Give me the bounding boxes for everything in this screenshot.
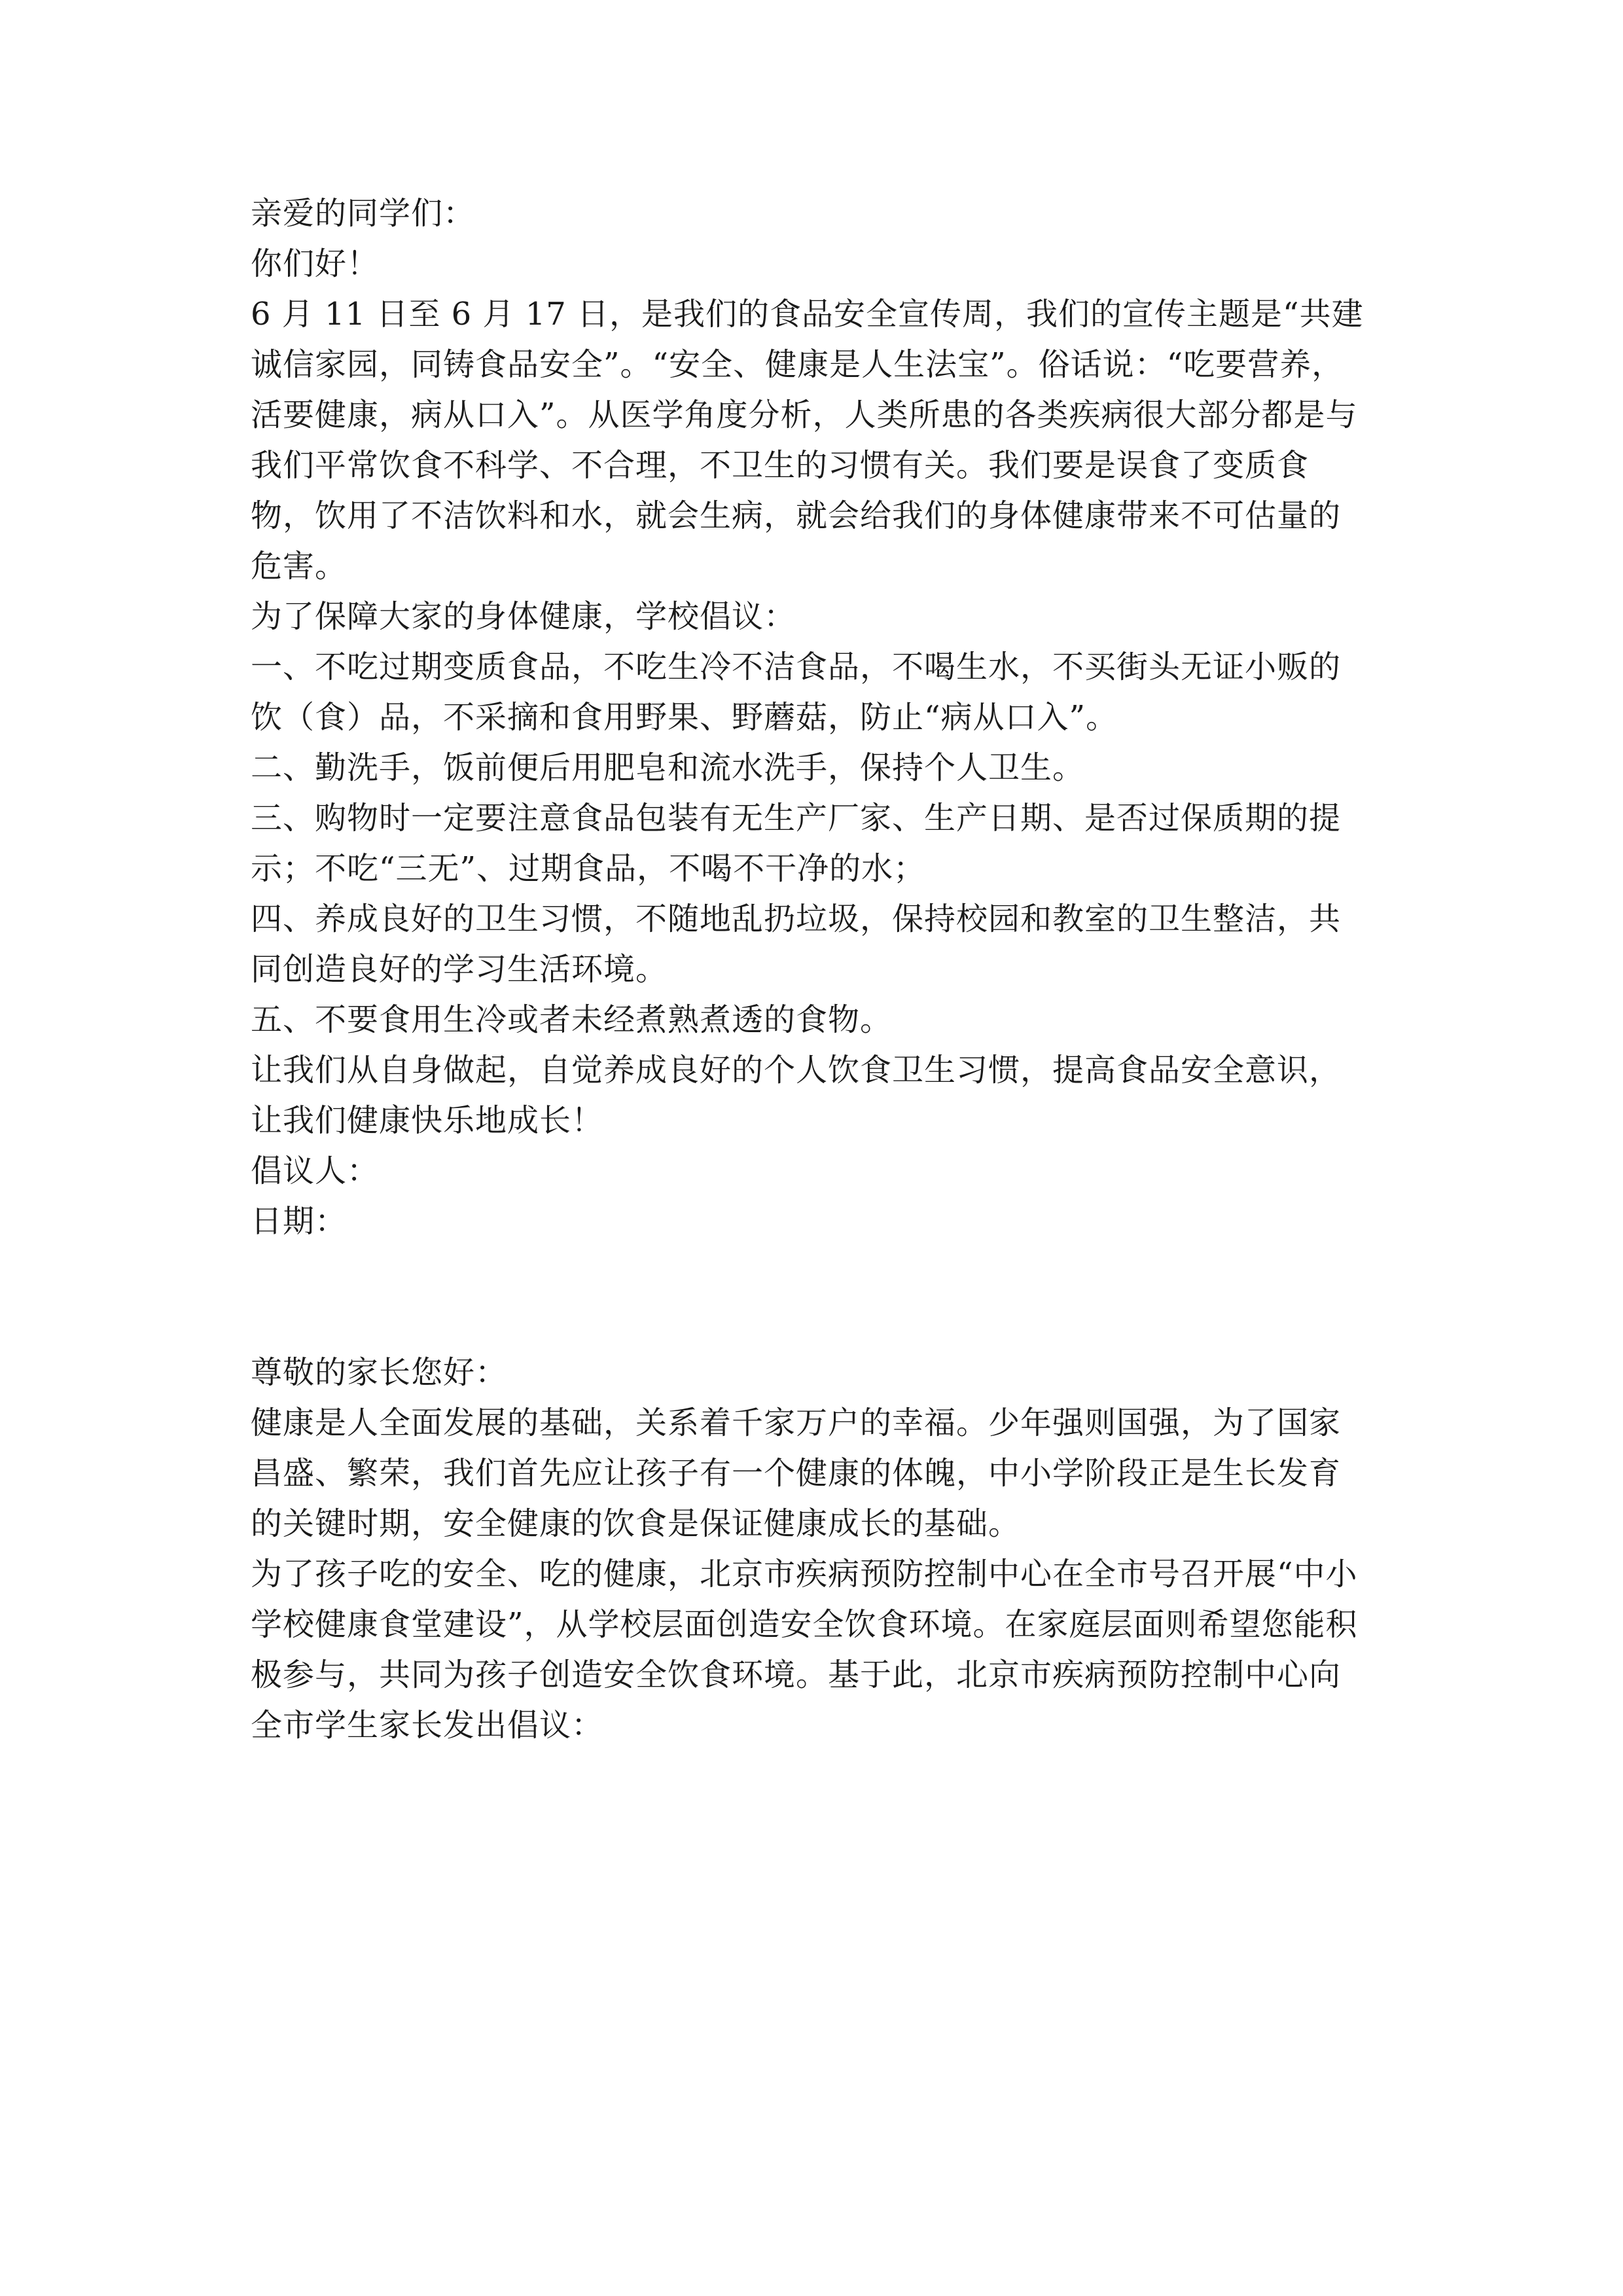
students-intro-paragraph: 6 月 11 日至 6 月 17 日，是我们的食品安全宣传周，我们的宣传主题是“共建诚信家园，同铸食品安全”。“安全、健康是人生法宝”。俗话说：“吃要营养，活要健康，病从口入”。从医学角度分析，人类所患的各类疾病很大部分都是与我们平常饮食不科学、不合理，不卫生的习惯有关。我们要是误食了变质食物，饮用了不洁饮料和水，就会生病，就会给我们的身体健康带来不可估量的危害。 (251, 296, 1364, 584)
proposal-item-2: 二、勤洗手，饭前便后用肥皂和流水洗手，保持个人卫生。 (251, 749, 1085, 786)
proposal-item-5: 五、不要食用生冷或者未经煮熟煮透的食物。 (251, 1001, 893, 1038)
date-label: 日期： (251, 1203, 348, 1240)
parents-paragraph-2: 为了孩子吃的安全、吃的健康，北京市疾病预防控制中心在全市号召开展“中小学校健康食堂建设”，从学校层面创造安全饮食环境。在家庭层面则希望您能积极参与，共同为孩子创造安全饮食环境。基于此，北京市疾病预防控制中心向全市学生家长发出倡议： (251, 1556, 1358, 1744)
students-closing-paragraph: 让我们从自身做起，自觉养成良好的个人饮食卫生习惯，提高食品安全意识，让我们健康快乐地成长！ (251, 1052, 1342, 1139)
parents-greeting: 尊敬的家长您好： (251, 1354, 508, 1391)
students-greeting: 亲爱的同学们： (251, 195, 476, 232)
students-hello: 你们好！ (251, 245, 380, 282)
section-gap (251, 1247, 1371, 1348)
parents-paragraph-1: 健康是人全面发展的基础，关系着千家万户的幸福。少年强则国强，为了国家昌盛、繁荣，我们首先应让孩子有一个健康的体魄，中小学阶段正是生长发育的关键时期，安全健康的饮食是保证健康成长的基础。 (251, 1405, 1342, 1542)
proposal-item-4: 四、养成良好的卫生习惯，不随地乱扔垃圾，保持校园和教室的卫生整洁，共同创造良好的学习生活环境。 (251, 901, 1342, 988)
students-proposal-lead: 为了保障大家的身体健康，学校倡议： (251, 598, 796, 635)
document-body (251, 188, 1371, 1751)
proposal-item-1: 一、不吃过期变质食品，不吃生冷不洁食品，不喝生水，不买街头无证小贩的饮（食）品，不采摘和食用野果、野蘑菇，防止“病从口入”。 (251, 649, 1342, 736)
proposal-item-3: 三、购物时一定要注意食品包装有无生产厂家、生产日期、是否过保质期的提示；不吃“三无”、过期食品，不喝不干净的水； (251, 800, 1342, 887)
proposer-label: 倡议人： (251, 1153, 380, 1189)
